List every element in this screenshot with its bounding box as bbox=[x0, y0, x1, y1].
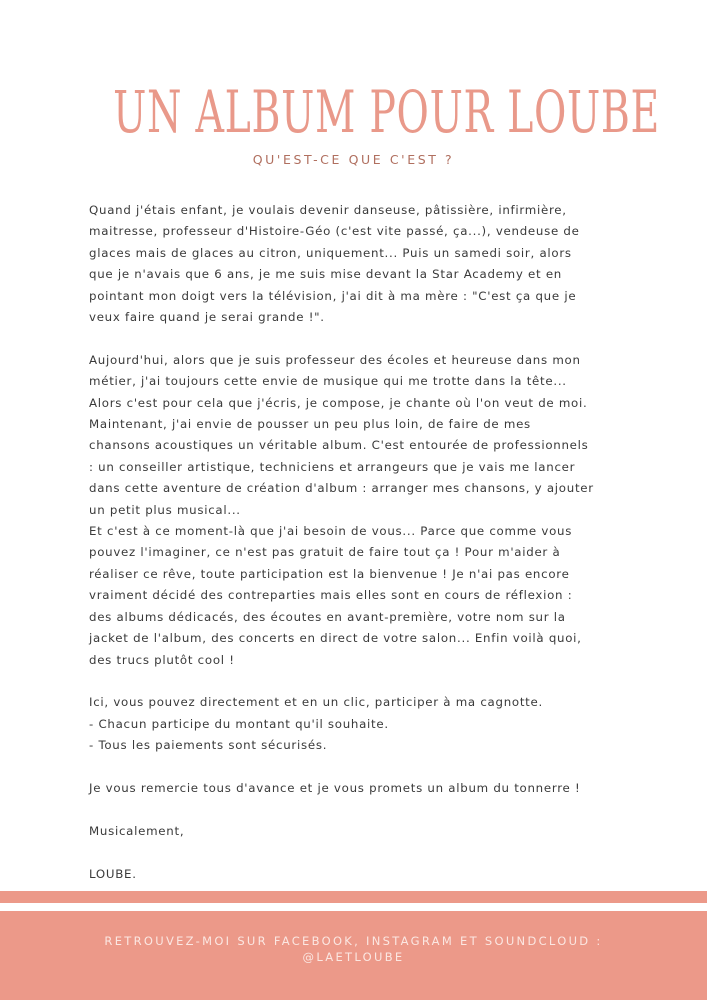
footer-social-text bbox=[60, 933, 647, 965]
paragraph-need-help: Et c'est à ce moment-là que j'ai besoin de vous... Parce que comme vous pouvez l'imaginer, ce n'est pas gratuit de faire tout ça ! Pour m'aider à réaliser ce rêve, toute participation est la bienvenue ! Je n'ai pas encore vraiment décidé des contreparties mais elles sont en cours de réflexion : des albums dédicacés, des écoutes en avant-première, votre nom sur la jacket de l'album, des concerts en direct de votre salon... Enfin voilà quoi, des trucs plutôt cool ! bbox=[89, 524, 582, 667]
paragraph-gap bbox=[89, 842, 629, 863]
paragraph-gap bbox=[89, 671, 629, 692]
paragraph-gap bbox=[89, 328, 629, 349]
footer-accent-stripe bbox=[0, 891, 707, 903]
page-subtitle: QU'EST-CE QUE C'EST ? bbox=[252, 152, 455, 167]
closing-line: Musicalement, bbox=[89, 823, 185, 838]
footer-line-social: RETROUVEZ-MOI SUR FACEBOOK, INSTAGRAM ET SOUNDCLOUD : bbox=[104, 934, 603, 948]
paragraph-participate: Ici, vous pouvez directement et en un clic, participer à ma cagnotte. - Chacun participe du montant qu'il souhaite. - Tous les paiements sont sécurisés. bbox=[89, 695, 543, 753]
body-text bbox=[89, 200, 629, 885]
page-title: UN ALBUM POUR LOUBE bbox=[113, 78, 661, 146]
paragraph-childhood: Quand j'étais enfant, je voulais devenir danseuse, pâtissière, infirmière, maitresse, professeur d'Histoire-Géo (c'est vite passé, ça...), vendeuse de glaces mais de glaces au citron, uniquement... Puis un samedi soir, alors que je n'avais que 6 ans, je me suis mise devant la Star Academy et en pointant mon doigt vers la télévision, j'ai dit à ma mère : "C'est ça que je veux faire quand je serai grande !". bbox=[89, 203, 580, 325]
paragraph-today: Aujourd'hui, alors que je suis professeur des écoles et heureuse dans mon métier, j'ai toujours cette envie de musique qui me trotte dans la tête... Alors c'est pour cela que j'écris, je compose, je chante où l'on veut de moi. Maintenant, j'ai envie de pousser un peu plus loin, de faire de mes chansons acoustiques un véritable album. C'est entourée de professionnels : un conseiller artistique, techniciens et arrangeurs que je vais me lancer dans cette aventure de création d'album : arranger mes chansons, y ajouter un petit plus musical... bbox=[89, 352, 594, 517]
paragraph-thanks: Je vous remercie tous d'avance et je vous promets un album du tonnerre ! bbox=[89, 780, 581, 795]
signature: LOUBE. bbox=[89, 866, 137, 881]
paragraph-gap bbox=[89, 757, 629, 778]
footer-handle: @LAETLOUBE bbox=[302, 950, 405, 964]
paragraph-gap bbox=[89, 799, 629, 820]
